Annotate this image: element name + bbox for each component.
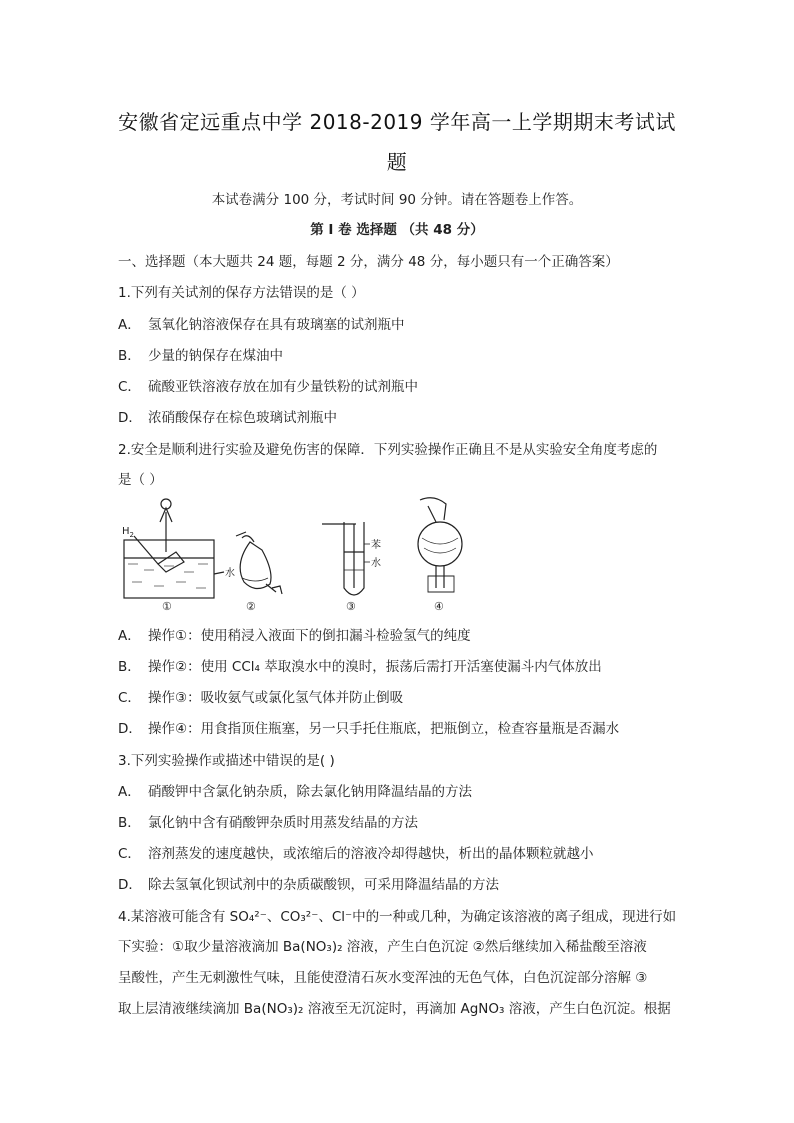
- option-label: A．: [118, 317, 141, 333]
- option-text: 操作④：用食指顶住瓶塞，另一只手托住瓶底，把瓶倒立，检查容量瓶是否漏水: [148, 721, 620, 737]
- option-label: B．: [118, 659, 141, 675]
- option-text: 操作①：使用稍浸入液面下的倒扣漏斗检验氢气的纯度: [148, 628, 471, 644]
- q4-line3: 呈酸性，产生无刺激性气味，且能使澄清石灰水变浑浊的无色气体，白色沉淀部分溶解 ③: [118, 970, 648, 986]
- q4-line1: 4.某溶液可能含有 SO₄²⁻、CO₃²⁻、Cl⁻中的一种或几种，为确定该溶液的离子组成，现进行如: [118, 909, 677, 925]
- q1-option-a: [118, 313, 405, 333]
- q2-option-d: [118, 717, 619, 737]
- option-label: D．: [118, 721, 142, 737]
- exam-instructions: 本试卷满分 100 分，考试时间 90 分钟。请在答题卷上作答。: [211, 192, 583, 208]
- option-text: 氢氧化钠溶液保存在具有玻璃塞的试剂瓶中: [148, 317, 405, 333]
- option-text: 操作③：吸收氨气或氯化氢气体并防止倒吸: [148, 690, 404, 706]
- q2-option-a: [118, 624, 471, 644]
- part-header: 一、选择题（本大题共 24 题，每题 2 分，满分 48 分，每小题只有一个正确答案）: [118, 254, 619, 270]
- option-text: 浓硝酸保存在棕色玻璃试剂瓶中: [148, 410, 337, 426]
- option-label: C．: [118, 846, 141, 862]
- option-text: 溶剂蒸发的速度越快，或浓缩后的溶液冷却得越快，析出的晶体颗粒就越小: [148, 846, 594, 862]
- q3-option-b: [118, 811, 418, 831]
- apparatus-4: [418, 498, 462, 592]
- figure-number-1: ①: [162, 600, 172, 612]
- q1-option-c: [118, 375, 418, 395]
- q3-option-d: [118, 873, 499, 893]
- benzene-label: 苯: [371, 540, 381, 551]
- water-label-3: 水: [371, 558, 381, 569]
- option-label: B．: [118, 815, 141, 831]
- q2-option-b: [118, 655, 602, 675]
- q1-option-d: [118, 406, 337, 426]
- lab-apparatus-figure: [114, 492, 464, 612]
- q2-stem-line2: 是（ ）: [118, 472, 163, 488]
- option-text: 氯化钠中含有硝酸钾杂质时用蒸发结晶的方法: [148, 815, 418, 831]
- q2-option-c: [118, 686, 403, 706]
- q1-stem: 1.下列有关试剂的保存方法错误的是（ ）: [118, 285, 365, 301]
- section-heading: 第 I 卷 选择题 （共 48 分）: [310, 222, 484, 238]
- option-text: 少量的钠保存在煤油中: [148, 348, 283, 364]
- q2-stem-line1: 2.安全是顺利进行实验及避免伤害的保障．下列实验操作正确且不是从实验安全角度考虑的: [118, 442, 658, 458]
- figure-number-4: ④: [434, 600, 444, 612]
- apparatus-1: [124, 499, 224, 598]
- option-label: D．: [118, 877, 142, 893]
- option-text: 操作②：使用 CCl₄ 萃取溴水中的溴时，振荡后需打开活塞使漏斗内气体放出: [148, 659, 602, 675]
- figure-number-3: ③: [346, 600, 356, 612]
- apparatus-2: [236, 532, 282, 594]
- option-label: C．: [118, 690, 141, 706]
- water-label-1: 水: [225, 568, 235, 579]
- q3-stem: 3.下列实验操作或描述中错误的是( ): [118, 753, 335, 769]
- q1-option-b: [118, 344, 283, 364]
- option-text: 硫酸亚铁溶液存放在加有少量铁粉的试剂瓶中: [148, 379, 418, 395]
- exam-title-line1: 安徽省定远重点中学 2018-2019 学年高一上学期期末考试试: [118, 110, 676, 134]
- q3-option-a: [118, 780, 472, 800]
- figure-number-2: ②: [246, 600, 256, 612]
- q4-line2: 下实验：①取少量溶液滴加 Ba(NO₃)₂ 溶液，产生白色沉淀 ②然后继续加入稀盐酸至溶液: [118, 939, 647, 955]
- h2-label: $H_2$: [122, 526, 134, 539]
- option-text: 除去氢氧化钡试剂中的杂质碳酸钡，可采用降温结晶的方法: [148, 877, 499, 893]
- exam-title-line2: 题: [386, 150, 408, 174]
- option-label: A．: [118, 628, 141, 644]
- q3-option-c: [118, 842, 594, 862]
- option-text: 硝酸钾中含氯化钠杂质，除去氯化钠用降温结晶的方法: [148, 784, 472, 800]
- option-label: D．: [118, 410, 142, 426]
- apparatus-3: [322, 522, 370, 595]
- q4-line4: 取上层清液继续滴加 Ba(NO₃)₂ 溶液至无沉淀时，再滴加 AgNO₃ 溶液，产生白色沉淀。根据: [118, 1001, 671, 1017]
- option-label: B．: [118, 348, 141, 364]
- option-label: A．: [118, 784, 141, 800]
- option-label: C．: [118, 379, 141, 395]
